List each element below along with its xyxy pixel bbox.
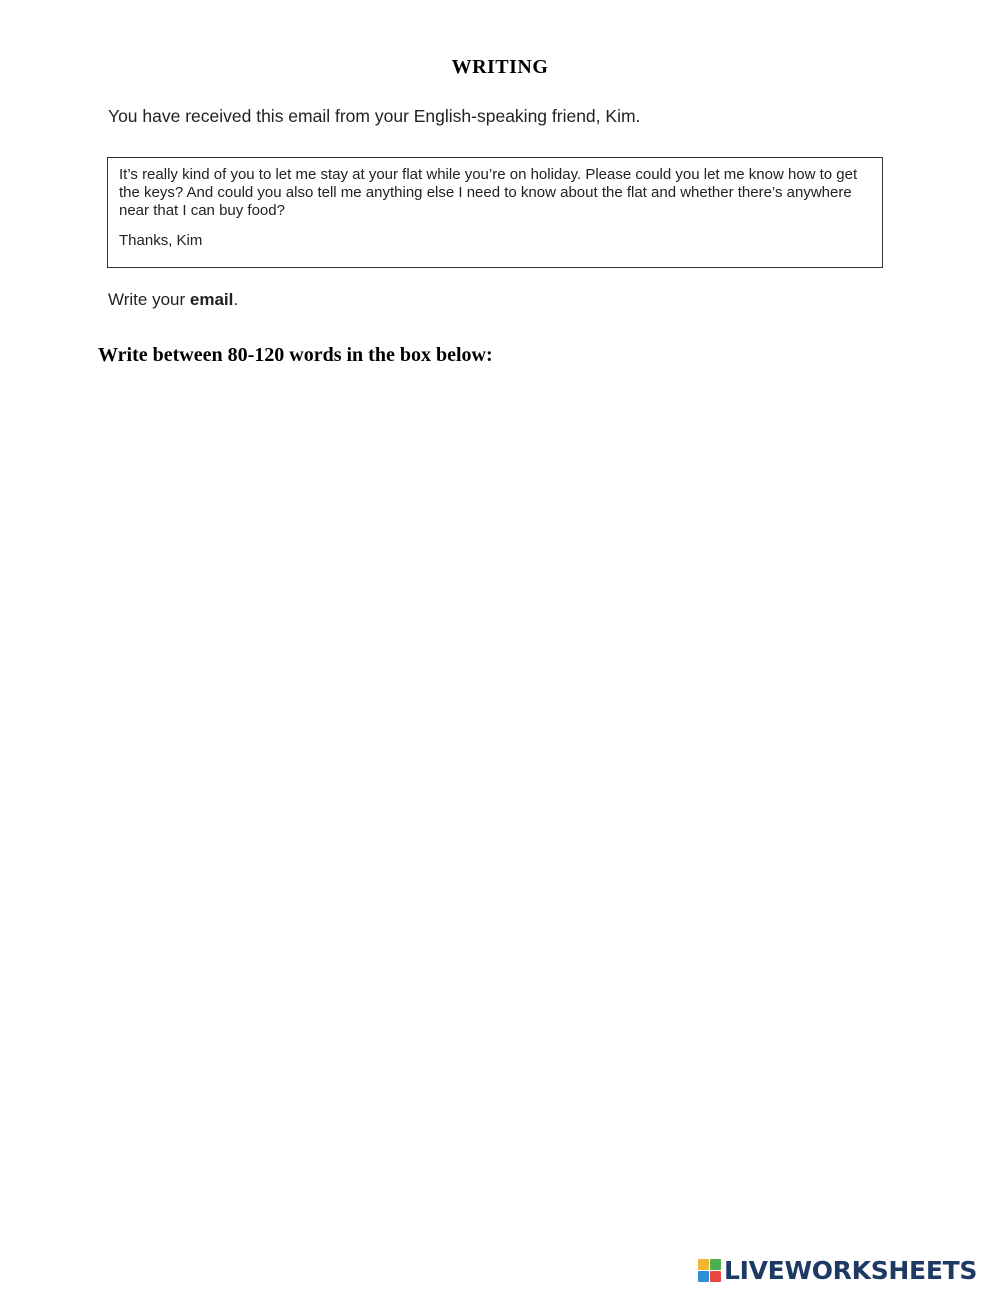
logo-grid-icon — [698, 1259, 721, 1282]
instruction-text: Write between 80-120 words in the box below: — [98, 344, 493, 366]
logo-square-2 — [710, 1259, 721, 1270]
email-body: It’s really kind of you to let me stay at your flat while you’re on holiday. Please could you let me know how to get the keys? And could you also tell me anything else I need to know about the flat and whether there’s anywhere near that I can buy food? — [119, 166, 858, 219]
liveworksheets-logo — [698, 1256, 977, 1285]
task-prefix: Write your — [108, 290, 190, 309]
task-emphasis: email — [189, 290, 234, 309]
email-signoff: Thanks, Kim — [119, 232, 203, 249]
logo-text: LIVEWORKSHEETS — [724, 1256, 978, 1285]
task-suffix: . — [233, 290, 239, 309]
worksheet-title: WRITING — [451, 56, 549, 78]
email-box — [107, 157, 883, 268]
answer-textarea[interactable] — [98, 380, 902, 1234]
logo-square-4 — [710, 1271, 721, 1282]
logo-square-3 — [698, 1271, 709, 1282]
task-line — [108, 290, 238, 310]
logo-square-1 — [698, 1259, 709, 1270]
intro-text: You have received this email from your English-speaking friend, Kim. — [108, 106, 641, 126]
